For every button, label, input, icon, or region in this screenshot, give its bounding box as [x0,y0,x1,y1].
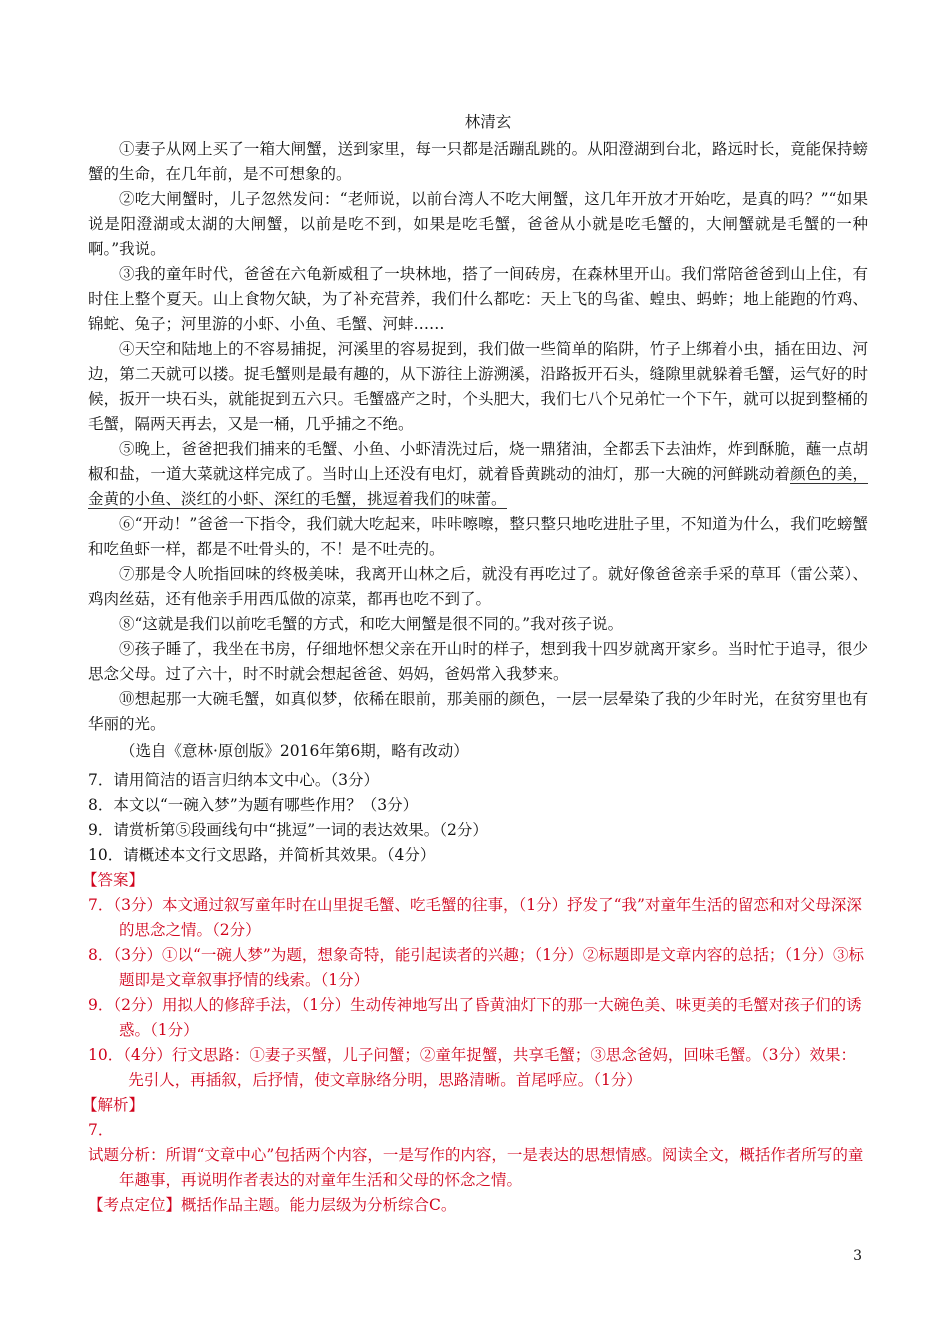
paragraph-6: ⑥“开动！”爸爸一下指令，我们就大吃起来，咔咔嚓嚓，整只整只地吃进肚子里，不知道为什么，我们吃螃蟹和吃鱼虾一样，都是不吐骨头的，不！是不吐壳的。 [88,515,868,558]
paragraph-7: ⑦那是令人吮指回味的终极美味，我离开山林之后，就没有再吃过了。就好像爸爸亲手采的草耳（雷公菜）、鸡肉丝菇，还有他亲手用西瓜做的凉菜，都再也吃不到了。 [88,565,868,608]
paragraph-5-text: ⑤晚上，爸爸把我们捕来的毛蟹、小鱼、小虾清洗过后，烧一鼎猪油，全都丢下去油炸，炸到酥脆，蘸一点胡椒和盐，一道大菜就这样完成了。当时山上还没有电灯，就着昏黄跳动的油灯，那一大碗的河鲜跳动着 [88,440,868,483]
paragraph-1: ①妻子从网上买了一箱大闸蟹，送到家里，每一只都是活蹦乱跳的。从阳澄湖到台北，路远时长，竟能保持螃蟹的生命，在几年前，是不可想象的。 [88,140,868,183]
paragraph-2: ②吃大闸蟹时，儿子忽然发问：“老师说，以前台湾人不吃大闸蟹，这几年开放才开始吃，是真的吗？”“如果说是阳澄湖或太湖的大闸蟹，以前是吃不到，如果是吃毛蟹，爸爸从小就是吃毛蟹的，大闸蟹就是毛蟹的一种啊。”我说。 [88,190,868,258]
question-8: 8．本文以“一碗入梦”为题有哪些作用？（3分） [88,796,419,814]
question-10: 10．请概述本文行文思路，并简析其效果。（4分） [88,846,436,864]
paragraph-8: ⑧“这就是我们以前吃毛蟹的方式，和吃大闸蟹是很不同的。”我对孩子说。 [119,615,624,633]
answer-9: 9．（2分）用拟人的修辞手法，（1分）生动传神地写出了昏黄油灯下的那一大碗色美、味更美的毛蟹对孩子们的诱惑。（1分） [88,996,862,1039]
paragraph-10: ⑩想起那一大碗毛蟹，如真似梦，依稀在眼前，那美丽的颜色，一层一层晕染了我的少年时光，在贫穷里也有华丽的光。 [88,690,868,733]
analysis-number: 7． [88,1121,114,1139]
question-9: 9．请赏析第⑤段画线句中“挑逗”一词的表达效果。（2分） [88,821,488,839]
question-7: 7．请用简洁的语言归纳本文中心。（3分） [88,771,379,789]
author-name: 林清玄 [464,113,512,131]
underlined-sentence: 颜色的美，金黄的小鱼、淡红的小虾、深红的毛蟹，挑逗着我们的味蕾。 [88,465,868,508]
paragraph-4: ④天空和陆地上的不容易捕捉，河溪里的容易捉到，我们做一些简单的陷阱，竹子上绑着小虫，插在田边、河边，第二天就可以搂。捉毛蟹则是最有趣的，从下游往上游溯溪，沿路扳开石头，缝隙里就躲着毛蟹，运气好的时候，扳开一块石头，就能捉到五六只。毛蟹盛产之时，个头肥大，我们七八个兄弟忙一个下午，就可以捉到整桶的毛蟹，隔两天再去，又是一桶，几乎捕之不绝。 [88,340,868,433]
paragraph-9: ⑨孩子睡了，我坐在书房，仔细地怀想父亲在开山时的样子，想到我十四岁就离开家乡。当时忙于追寻，很少思念父母。过了六十，时不时就会想起爸爸、妈妈，爸妈常入我梦来。 [88,640,868,683]
answer-10: 10．（4分）行文思路：①妻子买蟹，儿子问蟹；②童年捉蟹，共享毛蟹；③思念爸妈，回味毛蟹。（3分）效果：先引人，再插叙，后抒情，使文章脉络分明，思路清晰。首尾呼应。（1分） [88,1046,856,1089]
kaodian-text: 【考点定位】概括作品主题。能力层级为分析综合C。 [88,1196,457,1214]
analysis-text: 试题分析：所谓“文章中心”包括两个内容，一是写作的内容，一是表达的思想情感。阅读全文，概括作者所写的童年趣事，再说明作者表达的对童年生活和父母的怀念之情。 [88,1146,864,1189]
document-content [82,110,868,1218]
source-note: （选自《意林·原创版》2016年第6期，略有改动） [120,742,469,760]
paragraph-3: ③我的童年时代，爸爸在六龟新威租了一块林地，搭了一间砖房，在森林里开山。我们常陪爸爸到山上住，有时住上整个夏天。山上食物欠缺，为了补充营养，我们什么都吃：天上飞的鸟雀、蝗虫、蚂蚱；地上能跑的竹鸡、锦蛇、兔子；河里游的小虾、小鱼、毛蟹、河蚌…… [88,265,868,333]
paragraph-5 [88,437,868,512]
answer-8: 8．（3分）①以“一碗人梦”为题，想象奇特，能引起读者的兴趣；（1分）②标题即是文章内容的总括；（1分）③标题即是文章叙事抒情的线索。（1分） [88,946,865,989]
page-number: 3 [853,1248,862,1264]
answer-heading: 【答案】 [82,871,145,889]
answer-7: 7．（3分）本文通过叙写童年时在山里捉毛蟹、吃毛蟹的往事，（1分）抒发了“我”对童年生活的留恋和对父母深深的思念之情。（2分） [88,896,862,939]
analysis-heading: 【解析】 [82,1096,145,1114]
